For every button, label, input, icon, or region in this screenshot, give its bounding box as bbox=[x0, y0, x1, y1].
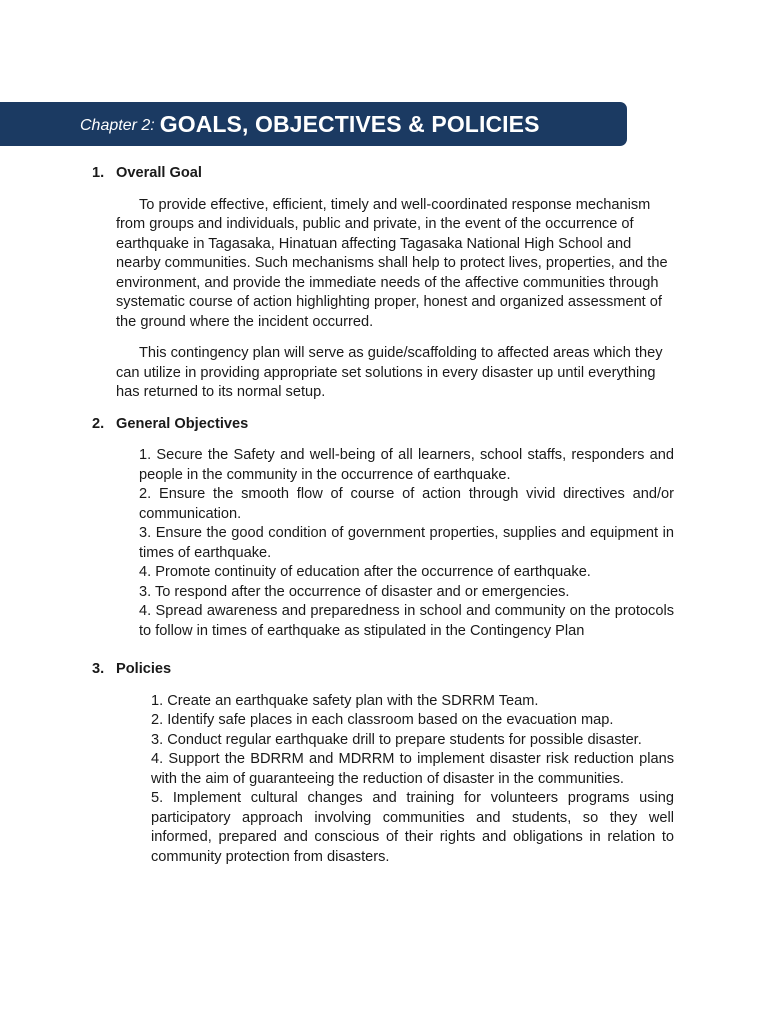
chapter-title: GOALS, OBJECTIVES & POLICIES bbox=[159, 110, 540, 137]
chapter-banner bbox=[0, 102, 627, 146]
list-item: 3. Conduct regular earthquake drill to prepare students for possible disaster. bbox=[151, 731, 642, 748]
list-item: 4. Promote continuity of education after the occurrence of earthquake. bbox=[139, 564, 591, 580]
chapter-label: Chapter 2: bbox=[80, 117, 155, 134]
list-item: 2. Identify safe places in each classroom based on the evacuation map. bbox=[151, 712, 614, 728]
list-item: 3. To respond after the occurrence of disaster and or emergencies. bbox=[139, 583, 570, 600]
list-item: 3. Ensure the good condition of government properties, supplies and equipment in times of earthquake. bbox=[139, 525, 674, 561]
section-heading-policies bbox=[92, 660, 768, 680]
section-heading-general-objectives bbox=[92, 415, 768, 435]
section-title: Overall Goal bbox=[116, 165, 202, 181]
list-item: 1. Create an earthquake safety plan with the SDRRM Team. bbox=[151, 692, 539, 709]
section-number: 3. bbox=[92, 661, 105, 677]
list-item: 4. Support the BDRRM and MDRRM to implement disaster risk reduction plans with the aim of guaranteeing the reduction of disaster in the communities. bbox=[151, 751, 674, 787]
section-title: General Objectives bbox=[116, 415, 249, 432]
goal-paragraph: This contingency plan will serve as guide/scaffolding to affected areas which they can utilize in providing appropriate set solutions in every disaster up until everything has returned to its normal setup. bbox=[116, 345, 663, 400]
section-heading-overall-goal bbox=[92, 164, 768, 184]
section-number: 2. bbox=[92, 415, 105, 432]
list-item: 4. Spread awareness and preparedness in school and community on the protocols to follow in times of earthquake as stipulated in the Contingency Plan bbox=[139, 603, 674, 639]
document-body bbox=[0, 164, 768, 867]
list-item: 5. Implement cultural changes and training for volunteers programs using participatory approach involving communities and students, so they well informed, prepared and conscious of their rights and obligations in relation to community protection from disasters. bbox=[151, 790, 674, 865]
objectives-list bbox=[139, 446, 674, 641]
list-item: 1. Secure the Safety and well-being of all learners, school staffs, responders and people in the community in the occurrence of earthquake. bbox=[139, 447, 674, 483]
policies-list bbox=[151, 692, 674, 868]
list-item: 2. Ensure the smooth flow of course of action through vivid directives and/or communication. bbox=[139, 486, 674, 522]
section-number: 1. bbox=[92, 165, 105, 181]
goal-paragraph: To provide effective, efficient, timely and well-coordinated response mechanism from groups and individuals, public and private, in the event of the occurrence of earthquake in Tagasaka, Hinatuan affecting Tagasaka National High School and nearby communities. Such mechanisms shall help to protect lives, properties, and the environment, and provide the immediate needs of the affective communities through systematic course of action highlighting proper, honest and organized assessment of the ground where the incident occurred. bbox=[116, 196, 668, 330]
section-title: Policies bbox=[116, 661, 172, 677]
